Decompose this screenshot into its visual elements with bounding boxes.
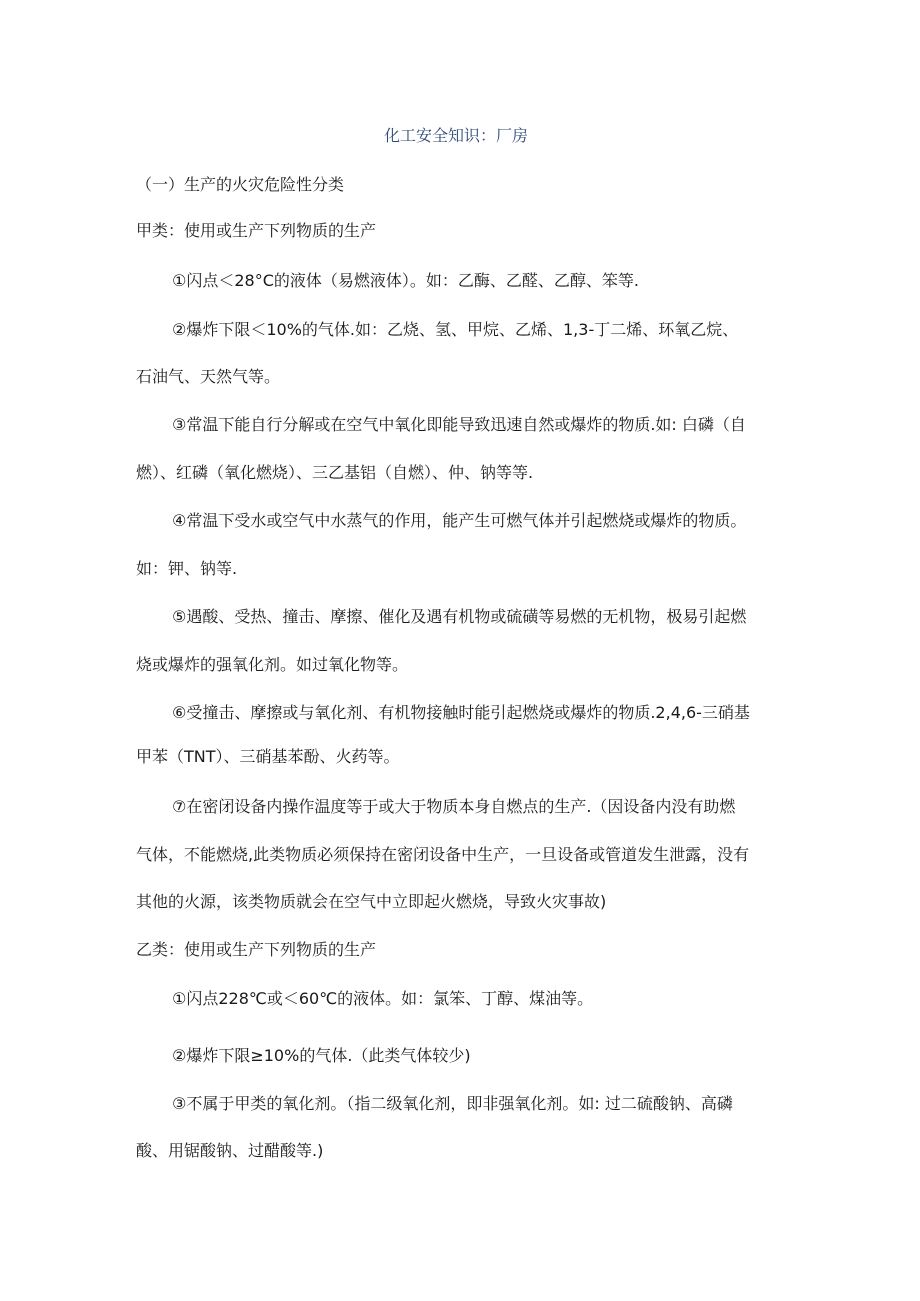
class-a-item-3-line-2: 燃）、红磷（氧化燃烧）、三乙基铝（自燃）、仲、钠等等. (136, 463, 534, 482)
class-a-item-7-line-1: ⑦在密闭设备内操作温度等于或大于物质本身自燃点的生产.（因设备内没有助燃 (172, 797, 736, 816)
class-a-item-1: ①闪点＜28°C的液体（易燃液体）。如：乙酶、乙醛、乙醇、笨等. (172, 271, 639, 290)
class-a-item-4-line-2: 如：钾、钠等. (136, 559, 238, 578)
class-a-item-4-line-1: ④常温下受水或空气中水蒸气的作用，能产生可燃气体并引起燃烧或爆炸的物质。 (172, 511, 747, 530)
class-a-item-7-line-3: 其他的火源，该类物质就会在空气中立即起火燃烧，导致火灾事故) (136, 892, 607, 911)
class-a-item-3-line-1: ③常温下能自行分解或在空气中氧化即能导致迅速自然或爆炸的物质.如: 白磷（自 (172, 415, 746, 434)
class-b-heading: 乙类：使用或生产下列物质的生产 (136, 940, 377, 959)
class-b-item-3-line-1: ③不属于甲类的氧化剂。（指二级氧化剂，即非强氧化剂。如: 过二硫酸钠、高磷 (172, 1094, 733, 1113)
class-a-heading: 甲类：使用或生产下列物质的生产 (136, 221, 377, 240)
class-a-item-7-line-2: 气体，不能燃烧,此类物质必须保持在密闭设备中生产，一旦设备或管道发生泄露，没有 (136, 845, 750, 864)
class-a-item-5-line-2: 烧或爆炸的强氧化剂。如过氧化物等。 (136, 655, 409, 674)
page-title: 化工安全知识：厂房 (384, 126, 529, 145)
class-a-item-2-line-1: ②爆炸下限＜10%的气体.如：乙烧、氢、甲烷、乙烯、1,3-丁二烯、环氧乙烷、 (172, 320, 739, 339)
class-a-item-2-line-2: 石油气、天然气等。 (136, 367, 281, 386)
class-a-item-6-line-2: 甲苯（TNT）、三硝基苯酚、火药等。 (136, 747, 400, 766)
class-b-item-3-line-2: 酸、用锯酸钠、过醋酸等.) (136, 1141, 324, 1160)
class-b-item-1: ①闪点228℃或＜60℃的液体。如：氯笨、丁醇、煤油等。 (172, 989, 594, 1008)
section-heading: （一）生产的火灾危险性分类 (136, 175, 345, 194)
class-a-item-5-line-1: ⑤遇酸、受热、撞击、摩擦、催化及遇有机物或硫磺等易燃的无机物，极易引起燃 (172, 607, 747, 626)
class-b-item-2: ②爆炸下限≥10%的气体.（此类气体较少) (172, 1046, 471, 1065)
class-a-item-6-line-1: ⑥受撞击、摩擦或与氧化剂、有机物接触时能引起燃烧或爆炸的物质.2,4,6-三硝基 (172, 703, 750, 722)
